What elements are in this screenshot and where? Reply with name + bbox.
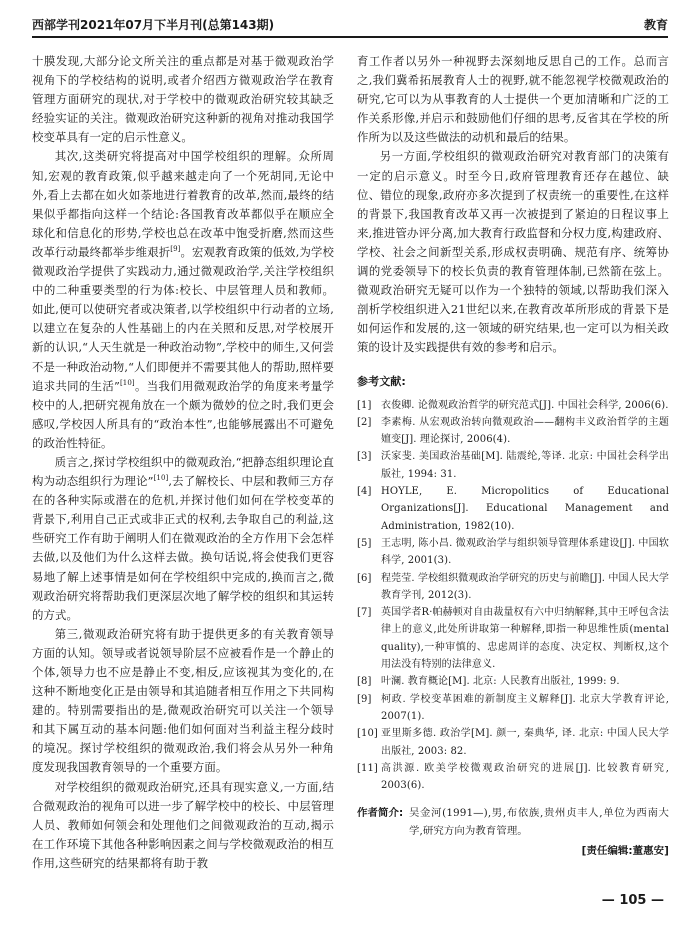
author-bio-text: 吴金河(1991—),男,布依族,贵州贞丰人,单位为西南大学,研究方向为教育管理。 — [409, 807, 669, 838]
reference-text: 叶澜. 教育概论[M]. 北京: 人民教育出版社, 1999: 9. — [381, 676, 620, 688]
body-paragraph — [357, 147, 669, 357]
journal-title: 西部学刊2021年07月下半月刊(总第143期) — [32, 18, 275, 32]
paragraph-text: 。宏观教育政策的低效,为学校微观政治学提供了实践动力,通过微观政治学,关注学校组织中的二种重要类型的行为体:校长、中层管理人员和教师。如此,便可以使研究者或决策者,以学校组织中行动者的立场,以建立在复杂的人性基础上的内在关照和反思,对学校展开新的认识,“人天生就是一种政治动物”,学校中的师生,又何尝不是一种政治动物,“人们即便并不需要其他人的帮助,照样要追求共同的生活” — [32, 244, 334, 393]
reference-text: 衣俊卿. 论微观政治哲学的研究范式[J]. 中国社会科学, 2006(6). — [381, 399, 669, 411]
body-paragraph — [32, 625, 334, 778]
responsible-editor: [责任编辑:董惠安] — [581, 845, 669, 858]
reference-item — [357, 673, 669, 690]
paragraph-text: 其次,这类研究将提高对中国学校组织的理解。众所周知,宏观的教育政策,似乎越来越走向了一个死胡同,无论中外,看上去都在如火如荼地进行着教育的改革,然而,最终的结果似乎都指向这样一个结论:各国教育改革都似乎在顺应全球化和信息化的形势,学校也总在改革中饱受折磨,然而这些改革行动最终都举步维艰折 — [32, 149, 334, 259]
reference-number: [10] — [357, 728, 378, 740]
reference-text: 沃家斐. 美国政治基础[M]. 陆震纶,等译. 北京: 中国社会科学出版社, 1994: 31. — [381, 451, 669, 480]
paragraph-text: 另一方面,学校组织的微观政治研究对教育部门的决策有一定的启示意义。时至今日,政府管理教育还存在越位、缺位、错位的现象,政府亦多次提到了权责统一的重要性,在这样的背景下,我国教育改革又再一次被提到了紧迫的日程议事上来,推进管办评分离,加大教育行政监督和分权力度,构建政府、学校、社会之间新型关系,形成权责明确、规范有序、统筹协调的党委领导下的校长负责的教育管理体制,已然箭在弦上。微观政治研究无疑可以作为一个独特的领域,以帮助我们深入剖析学校组织进入21世纪以来,在教育改革所形成的背景下是如何运作和发展的,这一领域的研究结果,也一定可以为相关政策的设计及实践提供有效的参考和启示。 — [357, 149, 669, 355]
reference-number: [5] — [357, 537, 372, 549]
reference-text: 高洪源. 欧美学校微观政治研究的进展[J]. 比较教育研究, 2003(6). — [381, 762, 669, 792]
reference-text: HOYLE, E. Micropolitics of Educational Organizations[J]. Educational Management and Administration, 1982(10). — [381, 486, 669, 532]
page-number: — 105 — — [601, 893, 664, 908]
reference-item — [357, 448, 669, 483]
reference-number: [7] — [357, 607, 372, 619]
body-paragraph — [32, 453, 334, 625]
paragraph-text: 质言之,探讨学校组织中的微观政治,“把静态组织理论直构为动态组织行为理论” — [32, 454, 334, 489]
reference-text: 程莞莹. 学校组织微观政治学研究的历史与前瞻[J]. 中国人民大学教育学刊, 2012(3). — [381, 572, 669, 601]
body-paragraph — [32, 778, 334, 873]
right-column — [357, 52, 669, 862]
reference-item — [357, 397, 669, 414]
body-paragraph — [32, 52, 334, 147]
reference-item — [357, 535, 669, 570]
reference-number: [4] — [357, 486, 372, 498]
section-label: 教育 — [643, 18, 668, 32]
reference-item — [357, 414, 669, 449]
reference-number: [2] — [357, 416, 372, 428]
reference-number: [6] — [357, 572, 372, 584]
reference-item — [357, 725, 669, 760]
reference-item — [357, 483, 669, 535]
reference-item — [357, 604, 669, 673]
references-title: 参考文献: — [357, 374, 406, 388]
citation-marker: [10] — [119, 378, 135, 387]
author-bio-label: 作者简介: — [357, 807, 404, 820]
paragraph-text: 对学校组织的微观政治研究,还具有现实意义,一方面,结合微观政治的视角可以进一步了解学校中的校长、中层管理人员、教师如何领会和处理他们之间微观政治的互动,揭示在工作环境下其他各种影响因素之间与学校微观政治的相互作用,这些研究的结果都将有助于教 — [32, 779, 334, 870]
reference-number: [3] — [357, 451, 372, 463]
reference-item — [357, 570, 669, 605]
page-header — [32, 14, 668, 38]
reference-item — [357, 760, 669, 795]
author-bio — [357, 804, 669, 840]
left-column — [32, 52, 334, 873]
reference-number: [9] — [357, 693, 372, 705]
reference-text: 柯政. 学校变革困难的新制度主义解释[J]. 北京大学教育评论, 2007(1). — [381, 693, 669, 722]
paragraph-text: ,去了解校长、中层和教师三方存在的各种实际或潜在的危机,并探讨他们如何在学校变革的背景下,利用自己正式或非正式的权利,去争取自己的利益,这些研究工作有助于阐明人们在微观政治的全方作用下会怎样去做,以及他们为什么这样去做。换句话说,将会使我们更容易地了解上述事情是如何在学校组织中完成的,换而言之,微观政治研究将帮助我们更深层次地了解学校的组织和其运转的方式。 — [32, 474, 334, 622]
paragraph-text: 育工作者以另外一种视野去深刻地反思自己的工作。总而言之,我们冀希拓展教育人士的视野,就不能忽视学校微观政治的研究,它可以为从事教育的人士提供一个更加清晰和广泛的工作关系形像,并启示和鼓励他们仔细的思考,反省其在学校的所作所为以及这些做法的动机和最后的结果。 — [357, 54, 669, 145]
reference-number: [11] — [357, 762, 378, 774]
reference-number: [8] — [357, 676, 372, 688]
reference-list — [357, 397, 669, 795]
right-paragraphs — [357, 52, 669, 358]
paragraph-text: 十膜发现,大部分论文所关注的重点都是对基于微观政治学视角下的学校结构的说明,或者介绍西方微观政治学在教育管理方面研究的现状,对于学校中的微观政治研究较其缺乏经验实证的关注。微观政治研究这种新的视角对推动我国学校变革具有一定的启示性意义。 — [32, 54, 334, 145]
reference-number: [1] — [357, 399, 372, 411]
reference-text: 亚里斯多德. 政治学[M]. 颜一, 秦典华, 译. 北京: 中国人民大学出版社, 2003: 82. — [381, 728, 669, 757]
paragraph-text: 第三,微观政治研究将有助于提供更多的有关教育领导方面的认知。领导或者说领导阶层不应被看作是一个静止的个体,领导力也不应是静止不变,相反,应该视其为变化的,在这种不断地变化正是由领导和其追随者相互作用之下共同构建的。特别需要指出的是,微观政治研究可以关注一个领导和其下属互动的基本问题:他们如何面对当利益主程分歧时的境况。探讨学校组织的微观政治,我们将会从另外一种角度发现我国教育领导的一个重要方面。 — [32, 626, 334, 775]
citation-marker: [9] — [170, 245, 181, 254]
reference-text: 英国学者R·帕赫顿对自由裁量权有六中归纳解释,其中王呼包含法律上的意义,此处所讲取第一种解释,即指一种思维性质(mental quality),一种审慎的、忠虑周详的态度、决定权、判断权,这个用法没有特别的法律意义. — [381, 607, 669, 671]
body-paragraph — [357, 52, 669, 147]
citation-marker: [10] — [153, 474, 169, 483]
body-paragraph — [32, 147, 334, 453]
reference-text: 王志明, 陈小昌. 微观政治学与组织领导管理体系建设[J]. 中国软科学, 2001(3). — [381, 537, 669, 567]
reference-item — [357, 691, 669, 726]
reference-text: 李素梅. 从宏观政治转向微观政治——翻构丰义政治哲学的主题嬗变[J]. 理论探讨, 2006(4). — [381, 416, 669, 446]
paragraph-text: 。当我们用微观政治学的角度来考量学校中的人,把研究视角放在一个颇为微妙的位之时,我们更会感叹,学校因人所具有的“政治本性”,也能够展露出不可避免的政治性特征。 — [32, 378, 334, 450]
